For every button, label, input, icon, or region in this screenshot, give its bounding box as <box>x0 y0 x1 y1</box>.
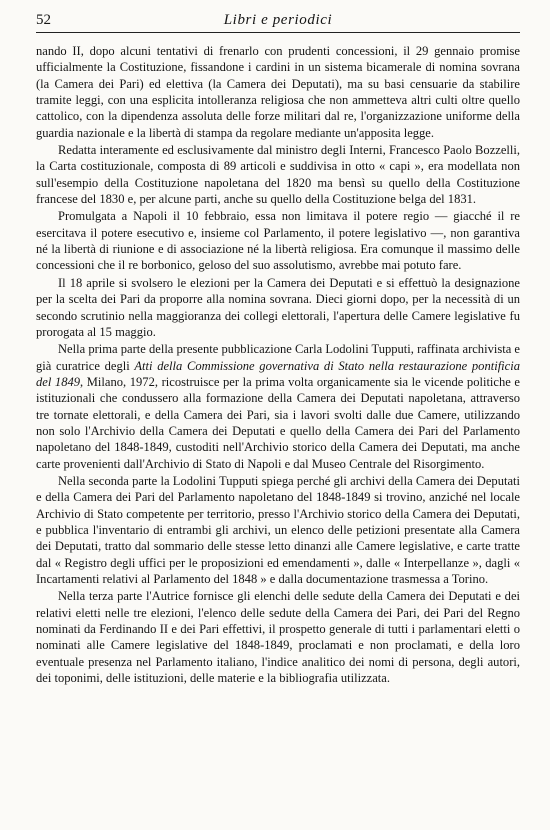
paragraph-second-part: Nella seconda parte la Lodolini Tupputi spiega perché gli archivi della Camera dei Deputati e della Camera dei Pari del Parlamento napoletano del 1848-1849 si trovino, anziché nel locale Archivio di Stato competente per territorio, presso l'Archivio storico della Camera dei Deputati, e pubblica l'inventario di entrambi gli archivi, un elenco delle petizioni presentate alla Camera dei Deputati, tratto dal sommario delle stesse letto dinanzi alle Camere legislative, e carte tratte dal « Registro degli uffici per le proposizioni ed emendamenti », dalle « Interpellanze », dagli « Incartamenti relativi al Parlamento del 1848 » e dalla documentazione trasmessa a Torino. <box>36 473 520 586</box>
paragraph-third-part: Nella terza parte l'Autrice fornisce gli elenchi delle sedute della Camera dei Deputati e dei relativi eletti nelle tre elezioni, l'elenco delle sedute della Camera dei Pari, dei Pari del Regno nominati da Ferdinando II e dei Pari effettivi, il prospetto generale di tutti i parlamentari eletti o nominati alle Camere legislative del 1848-1849, proclamati e non proclamati, e della loro eventuale presenza nel Parlamento italiano, l'indice analitico dei nomi di persona, degli autori, dei toponimi, delle istituzioni, delle materie e la bibliografia utilizzata. <box>36 589 520 686</box>
page-number: 52 <box>36 12 51 28</box>
running-title: Libri e periodici <box>223 12 333 28</box>
paragraph-elections: Il 18 aprile si svolsero le elezioni per la Camera dei Deputati e si effettuò la designazione per la scelta dei Pari da proporre alla nomina sovrana. Dieci giorni dopo, per la necessità di un secondo scrutinio nella maggioranza dei collegi elettorali, l'apertura delle Camere legislative fu prorogata al 15 maggio. <box>36 275 520 339</box>
body-text <box>36 43 520 686</box>
page-header <box>36 10 520 33</box>
paragraph-promulgation: Promulgata a Napoli il 10 febbraio, essa non limitava il potere regio — giacché il re esercitava il potere esecutivo e, insieme col Parlamento, il potere legislativo —, non garantiva né la libertà di riunione e di associazione né la libertà religiosa. Era comunque il massimo delle concessioni che il re borbonico, geloso del suo assolutismo, avrebbe mai potuto fare. <box>36 209 520 273</box>
paragraph-continuation: nando II, dopo alcuni tentativi di frenarlo con prudenti concessioni, il 29 gennaio promise ufficialmente la Costituzione, fissandone i cardini in un sistema bicamerale di nomina sovrana (la Camera dei Pari) ed elettiva (la Camera dei Deputati), ma su basi censuarie da stabilire tramite leggi, con una esplicita intolleranza religiosa che non ammetteva altri culti oltre quello cattolico, con la dipendenza assoluta delle forze militari dal re, l'organizzazione uniforme della guardia nazionale e la libertà di stampa da regolare mediante un'apposita legge. <box>36 44 520 140</box>
paragraph-constitution-drafting: Redatta interamente ed esclusivamente dal ministro degli Interni, Francesco Paolo Bozzelli, la Carta costituzionale, composta di 89 articoli e suddivisa in otto « capi », era modellata non sull'esempio della Costituzione napoletana del 1820 ma bensì su quello della Costituzione francese del 1830 e, per alcune parti, anche su quello della Costituzione belga del 1831. <box>36 143 520 207</box>
paragraph-first-part-lead: Nella prima parte della presente pubblicazione Carla Lodolini Tupputi, raffinata archivista e già curatrice degli <box>36 342 520 373</box>
cited-work-title: Atti della Commissione governativa di Stato nella restaurazione pontificia del 1849 <box>36 358 520 389</box>
paragraph-first-part <box>36 341 520 472</box>
paragraph-first-part-rest: , Milano, 1972, ricostruisce per la prima volta organicamente sia le vicende politiche e istituzionali che condussero alla formazione della Camera dei Deputati napoletana, attraverso tre tornate elettorali, e della Camera dei Pari, sia i lavori svolti dalle due Camere, utilizzando non solo l'Archivio della Camera dei Deputati e quello della Camera dei Pari del Parlamento napoletano del 1848-1849, custoditi nell'Archivio storico della Camera dei Deputati, ma anche carte provenienti dall'Archivio di Stato di Napoli e dal Museo Centrale del Risorgimento. <box>36 374 520 471</box>
